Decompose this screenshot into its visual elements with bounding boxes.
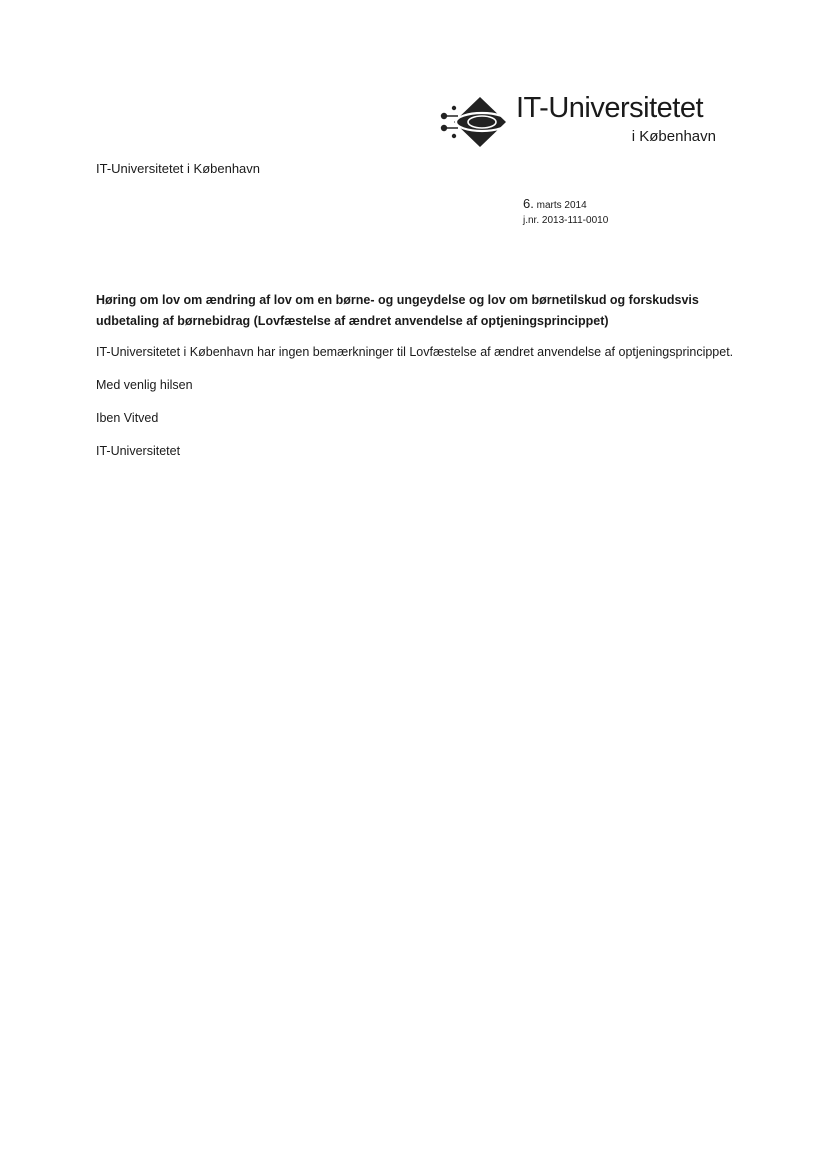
letter-body [96,290,736,474]
logo-city: i København [631,128,716,145]
signer-organization: IT-Universitetet [96,444,181,458]
letter-subject: Høring om lov om ændring af lov om en børne- og ungeydelse og lov om børnetilskud og forskudsvis udbetaling af børnebidrag (Lovfæstelse af ændret anvendelse af optjeningsprincippet) [96,293,699,328]
letter-paragraph: IT-Universitetet i København har ingen bemærkninger til Lovfæstelse af ændret anvendelse af optjeningsprincippet. [96,345,734,359]
logo-university-name: IT-Universitetet [516,92,703,124]
letterhead-logo [440,92,730,154]
letter-date [523,196,608,213]
letter-meta [523,196,608,228]
sender-line: IT-Universitetet i København [96,161,261,176]
journal-number: j.nr. 2013-111-0010 [523,215,609,226]
date-month-year: marts 2014 [536,200,587,211]
date-day: 6. [523,196,534,211]
signer-name: Iben Vitved [96,411,159,425]
closing-phrase: Med venlig hilsen [96,378,193,392]
itu-logo-icon [440,94,514,150]
